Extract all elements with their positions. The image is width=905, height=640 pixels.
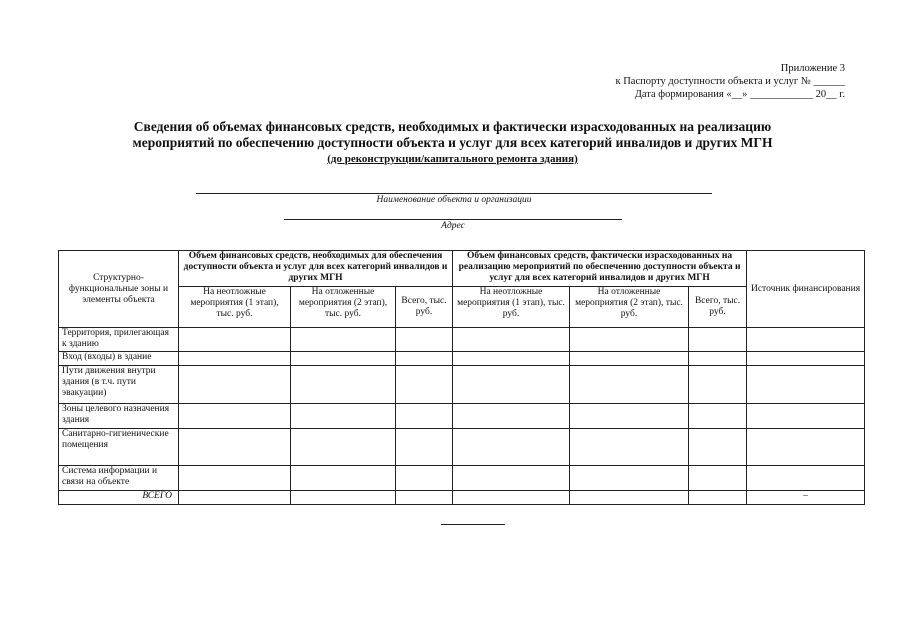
cell[interactable] [291,466,396,491]
title-line-1: Сведения об объемах финансовых средств, необходимых и фактически израсходованных на реализацию [133,119,772,134]
cell[interactable] [747,466,865,491]
org-name-line [196,193,712,194]
cell[interactable] [453,366,570,404]
header-needed-funds: Объем финансовых средств, необходимых для обеспечения доступности объекта и услуг для всех категорий инвалидов и других МГН [179,251,453,287]
title-line-2: мероприятий по обеспечению доступности объекта и услуг для всех категорий инвалидов и других МГН [132,135,773,150]
cell[interactable] [747,352,865,366]
appendix-header [616,62,846,101]
row-label: Санитарно-гигиенические помещения [59,429,179,466]
cell[interactable] [396,429,453,466]
cell[interactable] [570,429,689,466]
cell[interactable] [689,366,747,404]
address-line [284,219,622,220]
cell[interactable] [291,352,396,366]
formation-date: Дата формирования «__» ____________ 20__ г. [634,89,845,100]
table-row-total [59,491,865,505]
cell[interactable] [689,466,747,491]
cell[interactable] [179,328,291,352]
title-subtitle: (до реконструкции/капитального ремонта здания) [327,153,578,165]
table-row [59,328,865,352]
cell[interactable] [747,429,865,466]
cell[interactable] [396,491,453,505]
cell[interactable] [396,366,453,404]
total-source-dash: – [747,491,865,505]
header-needed-deferred: На отложенные мероприятия (2 этап), тыс. руб. [291,287,396,328]
cell[interactable] [179,352,291,366]
cell[interactable] [570,491,689,505]
header-needed-urgent: На неотложные мероприятия (1 этап), тыс. руб. [179,287,291,328]
cell[interactable] [396,352,453,366]
cell[interactable] [689,328,747,352]
cell[interactable] [453,328,570,352]
row-label: Вход (входы) в здание [59,352,179,366]
cell[interactable] [179,466,291,491]
cell[interactable] [747,366,865,404]
funding-table [58,250,865,505]
total-label: ВСЕГО [59,491,179,505]
header-spent-total: Всего, тыс. руб. [689,287,747,328]
cell[interactable] [689,491,747,505]
cell[interactable] [453,491,570,505]
cell[interactable] [291,328,396,352]
table-row [59,429,865,466]
cell[interactable] [291,366,396,404]
cell[interactable] [179,429,291,466]
address-caption: Адрес [441,221,465,231]
row-label: Система информации и связи на объекте [59,466,179,491]
header-spent-urgent: На неотложные мероприятия (1 этап), тыс. руб. [453,287,570,328]
cell[interactable] [179,366,291,404]
row-label: Территория, прилегающая к зданию [59,328,179,352]
cell[interactable] [291,429,396,466]
appendix-number: Приложение 3 [780,63,845,74]
cell[interactable] [179,491,291,505]
table-row [59,352,865,366]
cell[interactable] [747,328,865,352]
header-spent-deferred: На отложенные мероприятия (2 этап), тыс. руб. [570,287,689,328]
header-spent-funds: Объем финансовых средств, фактически израсходованных на реализацию мероприятий по обеспечению доступности объекта и услуг для всех категорий инвалидов и других МГН [453,251,747,287]
cell[interactable] [570,466,689,491]
header-funding-source: Источник финансирования [747,251,865,328]
cell[interactable] [396,466,453,491]
cell[interactable] [453,429,570,466]
cell[interactable] [689,352,747,366]
cell[interactable] [179,404,291,429]
cell[interactable] [747,404,865,429]
cell[interactable] [689,404,747,429]
footer-divider [441,524,505,525]
header-zones: Структурно-функциональные зоны и элементы объекта [59,251,179,328]
cell[interactable] [291,491,396,505]
cell[interactable] [453,404,570,429]
cell[interactable] [570,366,689,404]
cell[interactable] [689,429,747,466]
cell[interactable] [453,466,570,491]
cell[interactable] [570,404,689,429]
cell[interactable] [291,404,396,429]
header-needed-total: Всего, тыс. руб. [396,287,453,328]
org-name-caption: Наименование объекта и организации [376,195,532,205]
document-title [60,119,845,151]
cell[interactable] [396,328,453,352]
cell[interactable] [453,352,570,366]
passport-reference: к Паспорту доступности объекта и услуг № ______ [615,76,845,87]
cell[interactable] [570,328,689,352]
table-row [59,366,865,404]
cell[interactable] [396,404,453,429]
table-row [59,466,865,491]
row-label: Пути движения внутри здания (в т.ч. пути эвакуации) [59,366,179,404]
row-label: Зоны целевого назначения здания [59,404,179,429]
cell[interactable] [570,352,689,366]
table-row [59,404,865,429]
